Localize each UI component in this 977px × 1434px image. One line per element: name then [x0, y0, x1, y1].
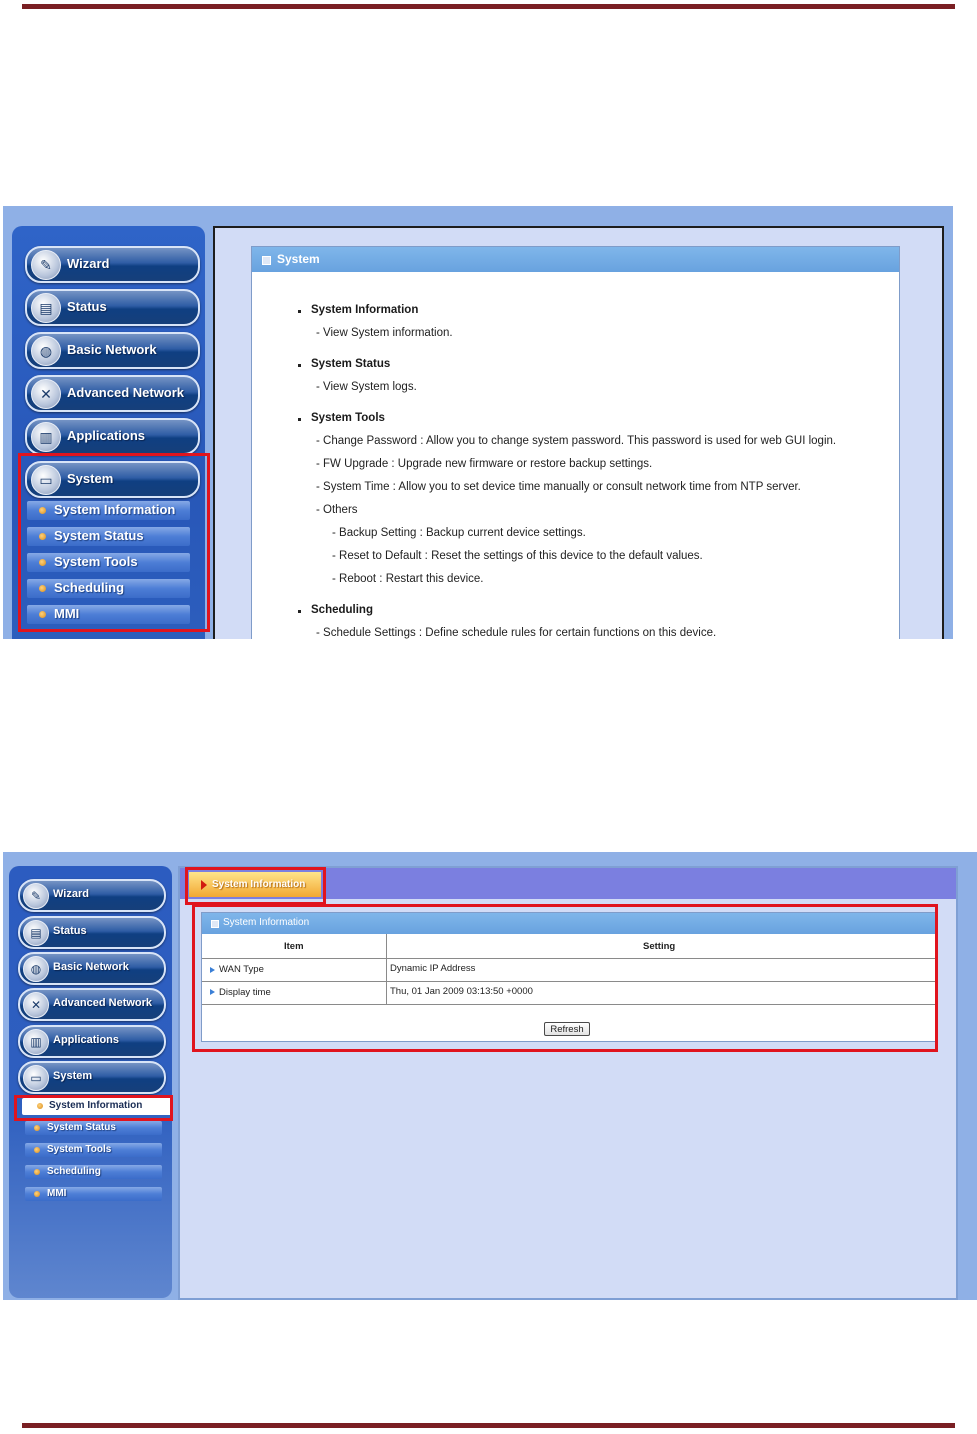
bullet-icon [298, 610, 301, 613]
bullet-icon [34, 1191, 40, 1197]
highlight-system-information-menu [14, 1095, 173, 1121]
nav-applications[interactable] [18, 1025, 166, 1058]
monitor-icon: ▭ [31, 465, 61, 495]
description-line: - FW Upgrade : Upgrade new firmware or restore backup settings. [316, 458, 653, 470]
chart-icon: ▤ [23, 920, 49, 946]
table-header-setting: Setting [643, 941, 676, 952]
section-heading: Scheduling [311, 604, 373, 616]
table-cell-item: Display time [219, 987, 271, 998]
table-cell-item: WAN Type [219, 964, 264, 975]
nav-label: System [67, 471, 114, 486]
nav-label: System [53, 1070, 93, 1082]
submenu-label: System Tools [47, 1144, 112, 1155]
section-heading: System Information [311, 304, 419, 316]
tools-icon: ✕ [31, 379, 61, 409]
highlight-panel [192, 904, 938, 1052]
wand-icon: ✎ [31, 250, 61, 280]
screenshot-system-overview [3, 206, 953, 639]
submenu-label: System Information [54, 502, 176, 517]
description-line: - Others [316, 504, 358, 516]
submenu-label: Scheduling [47, 1166, 101, 1177]
chart-icon: ▤ [31, 293, 61, 323]
nav-system[interactable] [18, 1061, 166, 1094]
nav-applications[interactable] [25, 418, 200, 455]
nav-wizard[interactable] [18, 879, 166, 912]
system-panel [251, 246, 900, 639]
nav-basic-network[interactable] [25, 332, 200, 369]
nav-label: Advanced Network [53, 997, 153, 1009]
nav-status[interactable] [25, 289, 200, 326]
nav-label: Applications [67, 428, 146, 443]
apps-icon: ▥ [31, 422, 61, 452]
nav-label: Status [67, 299, 107, 314]
submenu-label: Scheduling [54, 580, 125, 595]
nav-label: Status [53, 925, 87, 937]
submenu-label: System Status [54, 528, 144, 543]
submenu-label: MMI [47, 1188, 67, 1199]
description-line: - Backup Setting : Backup current device settings. [332, 527, 586, 539]
tools-icon: ✕ [23, 992, 49, 1018]
submenu-system-tools[interactable] [25, 1143, 162, 1157]
bullet-icon [34, 1169, 40, 1175]
panel-header-icon [262, 256, 271, 265]
nav-label: Advanced Network [67, 385, 185, 400]
globe-icon: ◍ [31, 336, 61, 366]
bullet-icon [298, 364, 301, 367]
nav-wizard[interactable] [25, 246, 200, 283]
description-line: - System Time : Allow you to set device time manually or consult network time from NTP server. [316, 481, 801, 493]
description-line: - Reset to Default : Reset the settings of this device to the default values. [332, 550, 703, 562]
highlight-system-menu [18, 453, 210, 632]
nav-label: Applications [53, 1034, 120, 1046]
wand-icon: ✎ [23, 883, 49, 909]
submenu-label: System Information [49, 1100, 143, 1111]
submenu-scheduling[interactable] [25, 1165, 162, 1179]
nav-label: Wizard [67, 256, 110, 271]
apps-icon: ▥ [23, 1029, 49, 1055]
table-cell-setting: Dynamic IP Address [390, 963, 476, 974]
nav-label: Wizard [53, 888, 89, 900]
bullet-icon [34, 1125, 40, 1131]
nav-label: Basic Network [67, 342, 157, 357]
submenu-label: System Status [47, 1122, 116, 1133]
description-line: - View System logs. [316, 381, 417, 393]
panel-header [252, 247, 899, 272]
table-header-item: Item [284, 941, 304, 952]
description-line: - View System information. [316, 327, 453, 339]
refresh-button[interactable]: Refresh [544, 1022, 590, 1036]
submenu-system-status[interactable] [25, 1121, 162, 1135]
nav-status[interactable] [18, 916, 166, 949]
panel-title: System [277, 252, 320, 266]
content-frame [213, 226, 944, 639]
nav-label: Basic Network [53, 961, 129, 973]
submenu-label: MMI [54, 606, 80, 621]
section-heading: System Status [311, 358, 391, 370]
description-line: - Reboot : Restart this device. [332, 573, 484, 585]
top-rule [22, 4, 955, 9]
sidebar-menu [9, 866, 172, 1298]
bullet-icon [298, 418, 301, 421]
bottom-rule [22, 1423, 955, 1428]
bullet-icon [298, 310, 301, 313]
panel-title: System Information [223, 917, 310, 928]
submenu-label: System Tools [54, 554, 138, 569]
screenshot-system-information [3, 852, 977, 1300]
nav-basic-network[interactable] [18, 952, 166, 985]
globe-icon: ◍ [23, 956, 49, 982]
highlight-tab [185, 867, 326, 905]
section-heading: System Tools [311, 412, 385, 424]
nav-advanced-network[interactable] [18, 988, 166, 1021]
bullet-icon [34, 1147, 40, 1153]
description-line: - Change Password : Allow you to change system password. This password is used for web GUI login. [316, 435, 837, 447]
description-line: - Schedule Settings : Define schedule rules for certain functions on this device. [316, 627, 717, 639]
monitor-icon: ▭ [23, 1065, 49, 1091]
nav-advanced-network[interactable] [25, 375, 200, 412]
table-cell-setting: Thu, 01 Jan 2009 03:13:50 +0000 [390, 986, 533, 997]
tab-label: System Information [212, 879, 306, 890]
submenu-mmi[interactable] [25, 1187, 162, 1201]
